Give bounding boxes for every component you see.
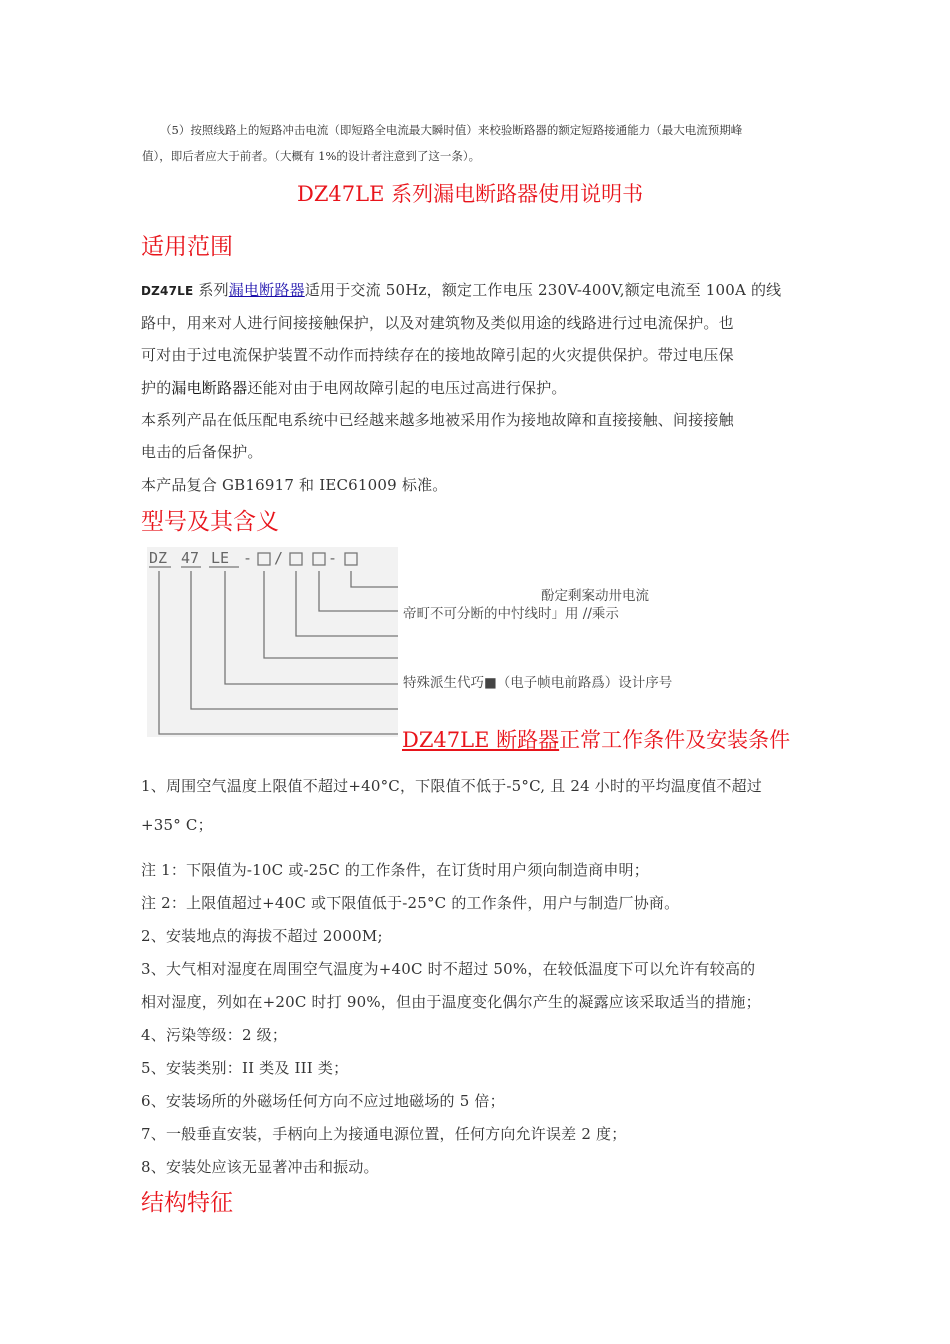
condition-item-5: 5、安装类别：II 类及 III 类； — [141, 1059, 349, 1077]
code-box-4 — [345, 553, 357, 565]
condition-note-2: 注 2：上限值超过+40C 或下限值低于-25°C 的工作条件，用户与制造厂协商。 — [141, 894, 680, 912]
scope-p3: 本产品复合 GB16917 和 IEC61009 标准。 — [141, 476, 448, 494]
code-47: 47 — [181, 549, 200, 567]
code-slash: / — [274, 549, 284, 567]
diagram-label-neutral: 帝町不可分断的中忖线时」用 //乘示 — [403, 606, 619, 622]
code-box-2 — [290, 553, 302, 565]
model-name: DZ47LE — [141, 284, 194, 298]
code-dash-2: - — [328, 549, 338, 567]
note5-line2: 值），即后者应大于前者。（大概有 1%的设计者注意到了这一条）。 — [142, 149, 481, 163]
rcbo-term: 漏电断路器 — [171, 379, 248, 397]
scope-p1-rest: 适用于交流 50Hz，额定工作电压 230V-400V,额定电流至 100A 的线 — [304, 281, 782, 299]
note5-line1: （5）按照线路上的短路冲击电流（即短路全电流最大瞬时值）来校验断路器的额定短路接通能力（最大电流预期峰 — [160, 123, 743, 137]
diagram-label-residual-current: 酚定剩案动卅电流 — [541, 588, 649, 604]
code-dz: DZ — [149, 549, 168, 567]
condition-item-6: 6、安装场所的外磁场任何方向不应过地磁场的 5 倍； — [141, 1092, 505, 1110]
condition-item-1-line2: +35° C； — [141, 816, 213, 834]
condition-item-2: 2、安装地点的海拔不超过 2000M; — [141, 927, 383, 945]
scope-p1-line4: 护的漏电断路器还能对由于电网故障引起的电压过高进行保护。 — [141, 379, 567, 397]
scope-p2-line2: 电击的后备保护。 — [141, 443, 263, 461]
condition-item-7: 7、一般垂直安装，手柄向上为接通电源位置，任何方向允许误差 2 度； — [141, 1125, 627, 1143]
section-heading-conditions: DZ47LE 断路器正常工作条件及安装条件 — [402, 728, 791, 752]
scope-p2-line1: 本系列产品在低压配电系统中已经越来越多地被采用作为接地故障和直接接触、间接接触 — [141, 411, 734, 429]
scope-p1-line1 — [141, 279, 781, 300]
condition-item-1-line1: 1、周围空气温度上限值不超过+40°C，下限值不低于-5°C, 且 24 小时的平均温度值不超过 — [141, 777, 762, 795]
code-dash-1: - — [243, 549, 253, 567]
condition-item-3-line2: 相对湿度，列如在+20C 时打 90%，但由于温度变化偶尔产生的凝露应该采取适当的措施； — [141, 993, 761, 1011]
section-heading-structure: 结构特征 — [141, 1190, 233, 1216]
condition-item-4: 4、污染等级：2 级； — [141, 1026, 288, 1044]
section-heading-model: 型号及其含义 — [141, 509, 279, 535]
scope-p1-line2: 路中，用来对人进行间接接触保护，以及对建筑物及类似用途的线路进行过电流保护。也 — [141, 314, 734, 332]
dz47le-breaker-link[interactable]: DZ47LE 断路器 — [402, 728, 560, 752]
code-box-1 — [258, 553, 270, 565]
code-box-3 — [313, 553, 325, 565]
series-text: 系列 — [193, 281, 229, 299]
model-diagram — [147, 547, 398, 737]
model-diagram-lines — [147, 547, 398, 737]
rcbo-link[interactable]: 漏电断路器 — [228, 281, 305, 299]
condition-item-8: 8、安装处应该无显著冲击和振动。 — [141, 1158, 379, 1176]
section-heading-scope: 适用范围 — [141, 234, 233, 260]
condition-item-3-line1: 3、大气相对湿度在周围空气温度为+40C 时不超过 50%，在较低温度下可以允许有较高的 — [141, 960, 756, 978]
scope-p1-line3: 可对由于过电流保护装置不动作而持续存在的接地故障引起的火灾提供保护。带过电压保 — [141, 346, 734, 364]
diagram-label-derivative-code: 特殊派生代巧■（电子帧电前路爲）设计序号 — [403, 675, 673, 691]
code-le: LE — [211, 549, 230, 567]
document-title: DZ47LE 系列漏电断路器使用说明书 — [297, 182, 644, 206]
condition-note-1: 注 1：下限值为-10C 或-25C 的工作条件，在订货时用户须向制造商申明； — [141, 861, 649, 879]
